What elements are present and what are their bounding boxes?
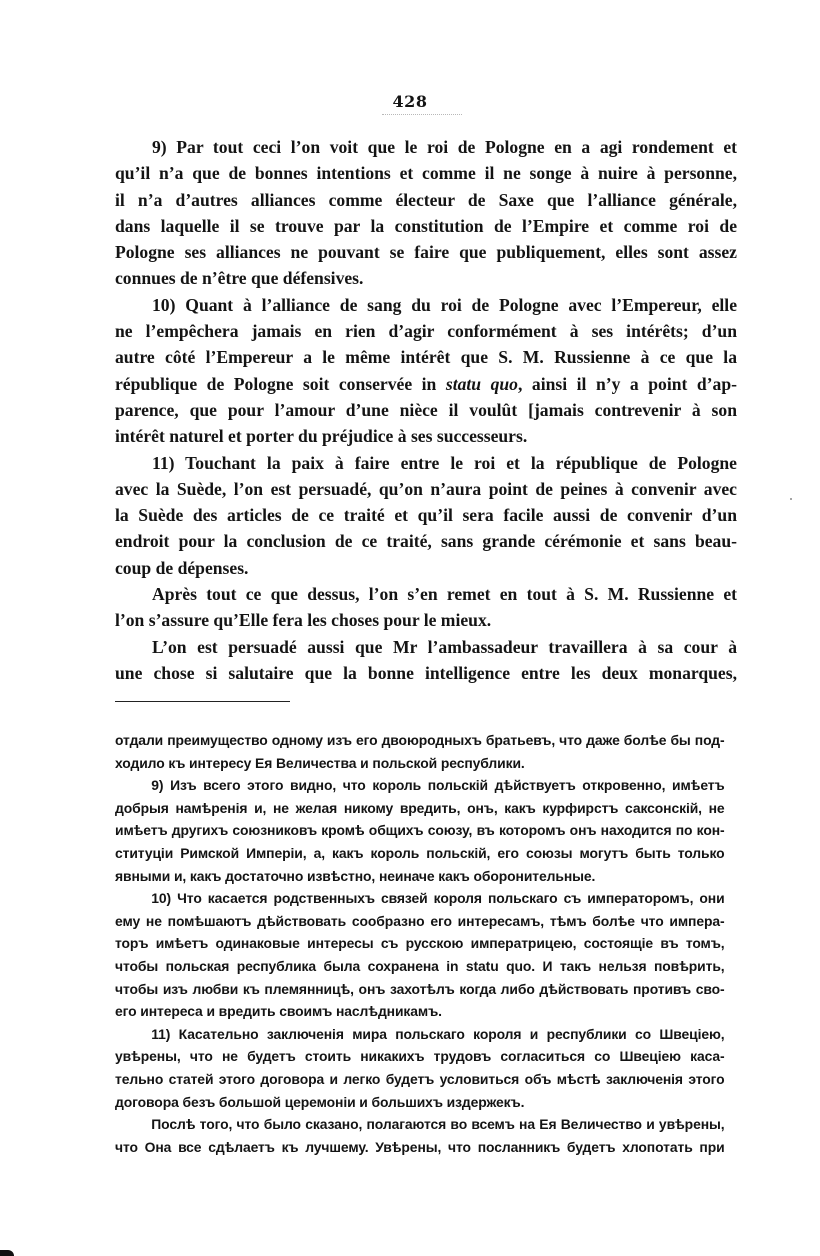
text-line: ne l’empêchera jamais en rien d’agir conformément à ses intérêts; d’un xyxy=(115,321,737,342)
main-text-body xyxy=(115,134,737,686)
paragraph-9 xyxy=(115,134,737,292)
text-line: intérêt naturel et porter du préjudice à ses successeurs. xyxy=(115,426,528,447)
text-line: 11) Касательно заключенія мира польскаго короля и республики со Швеціею, xyxy=(151,1026,725,1043)
footnote-paragraph-continued xyxy=(115,730,725,775)
paragraph-apres xyxy=(115,581,737,634)
footnote-paragraph-posle xyxy=(115,1114,725,1159)
text-line: Pologne ses alliances ne pouvant se faire que publiquement, elles sont assez xyxy=(115,242,737,263)
text-line: avec la Suède, l’on est persuadé, qu’on n’aura point de peines à convenir avec xyxy=(115,478,737,499)
text-line: une chose si salutaire que la bonne intelligence entre les deux monarques, xyxy=(115,662,737,683)
footnote-paragraph-10 xyxy=(115,888,725,1024)
text-line: L’on est persuadé aussi que Mr l’ambassadeur travaillera à sa cour à xyxy=(152,636,737,657)
text-line: il n’a d’autres alliances comme électeur de Saxe que l’alliance générale, xyxy=(115,189,737,210)
text-line: явными и, какъ достаточно извѣстно, неиначе какъ оборонительные. xyxy=(115,868,596,885)
text-line: имѣетъ другихъ союзниковъ кромѣ общихъ союзу, въ которомъ онъ находится по кон- xyxy=(115,823,725,840)
text-line: parence, que pour l’amour d’une nièce il voulût [jamais contrevenir à son xyxy=(115,399,737,420)
text-line: 9) Изъ всего этого видно, что король польскій дѣйствуетъ откровенно, имѣетъ xyxy=(151,778,725,795)
text-line: Послѣ того, что было сказано, полагаются во всемъ на Ея Величество и увѣрены, xyxy=(151,1117,725,1134)
text-segment: , ainsi il n’y a point d’ap- xyxy=(517,373,737,394)
footnote-translation xyxy=(115,730,725,1159)
text-line: Après tout ce que dessus, l’on s’en remet en tout à S. M. Russienne et xyxy=(152,584,737,605)
text-line: la Suède des articles de ce traité et qu’il sera facile aussi de convenir d’un xyxy=(115,505,737,526)
text-segment: république de Pologne soit conservée in xyxy=(115,373,446,394)
italic-phrase-statu-quo: statu quo xyxy=(445,373,518,394)
scan-speck xyxy=(790,498,792,500)
text-line: coup de dépenses. xyxy=(115,557,249,578)
text-line: 9) Par tout ceci l’on voit que le roi de Pologne en a agi rondement et xyxy=(152,137,737,157)
text-line: 10) Quant à l’alliance de sang du roi de Pologne avec l’Empereur, elle xyxy=(152,294,737,315)
page-number: 428 xyxy=(392,92,428,111)
footnote-separator xyxy=(115,701,290,702)
text-line-with-italic xyxy=(78,371,737,397)
text-line: чтобы изъ любви къ племянницѣ, онъ захотѣлъ когда либо дѣйствовать противъ сво- xyxy=(115,981,725,998)
text-line: что Она все сдѣлаетъ къ лучшему. Увѣрены, что посланникъ будетъ хлопотать при xyxy=(115,1139,725,1156)
text-line: endroit pour la conclusion de ce traité, sans grande cérémonie et sans beau- xyxy=(115,531,737,552)
scan-corner-mark xyxy=(0,1250,14,1256)
text-line: чтобы польская республика была сохранена in statu quo. И такъ нельзя повѣрить, xyxy=(115,958,725,975)
text-line: тельно статей этого договора и легко будетъ условиться объ мѣстѣ заключенія этого xyxy=(115,1071,725,1088)
footnote-paragraph-9 xyxy=(115,775,725,888)
text-line: добрыя намѣренія и, не желая никому вредить, онъ, какъ курфирстъ саксонскій, не xyxy=(115,800,725,817)
text-line: l’on s’assure qu’Elle fera les choses pour le mieux. xyxy=(115,610,492,631)
text-line: отдали преимущество одному изъ его двоюродныхъ братьевъ, что даже болѣе бы под- xyxy=(115,733,725,749)
text-line: connues de n’être que défensives. xyxy=(115,268,364,289)
text-line: ему не помѣшаютъ дѣйствовать сообразно его интересамъ, тѣмъ болѣе что импера- xyxy=(115,913,725,930)
text-line: ходило къ интересу Ея Величества и польской республики. xyxy=(115,755,525,772)
paragraph-11 xyxy=(115,450,737,581)
text-line: торъ имѣетъ одинаковые интересы съ русскою императрицею, состоящіе въ томъ, xyxy=(115,936,725,953)
text-line: 10) Что касается родственныхъ связей короля польскаго съ императоромъ, они xyxy=(151,891,725,908)
text-line: договора безъ большой церемоніи и большихъ издержекъ. xyxy=(115,1094,525,1111)
text-line: qu’il n’a que de bonnes intentions et comme il ne songe à nuire à personne, xyxy=(115,163,737,184)
page-number-ornament xyxy=(382,114,462,117)
text-line: ституціи Римской Имперіи, а, какъ король польскій, его союзы могутъ быть только xyxy=(115,845,725,862)
text-line: dans laquelle il se trouve par la constitution de l’Empire et comme roi de xyxy=(115,215,737,236)
text-line: 11) Touchant la paix à faire entre le roi et la république de Pologne xyxy=(152,452,737,473)
text-line: его интереса и вредить своимъ наслѣдникамъ. xyxy=(115,1004,442,1021)
text-line: увѣрены, что не будетъ стоить никакихъ трудовъ согласиться со Швеціею каса- xyxy=(115,1049,725,1066)
paragraph-10 xyxy=(115,292,737,450)
paragraph-lon xyxy=(115,634,737,687)
footnote-paragraph-11 xyxy=(115,1024,725,1114)
text-line: autre côté l’Empereur a le même intérêt que S. M. Russienne à ce que la xyxy=(115,347,737,368)
